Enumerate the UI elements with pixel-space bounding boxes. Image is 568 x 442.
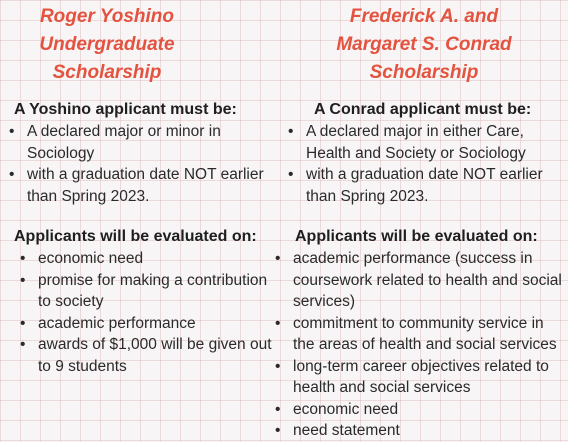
list-item: • academic performance (38, 313, 278, 335)
yoshino-column (0, 0, 284, 426)
conrad-evaluation-heading: Applicants will be evaluated on: (295, 228, 538, 245)
conrad-title-line: Scholarship (369, 62, 479, 83)
list-item: • promise for making a contribution to society (38, 270, 278, 313)
list-item: • with a graduation date NOT earlier than Spring 2023. (306, 164, 568, 207)
list-item: • need statement (293, 420, 568, 442)
conrad-column (284, 0, 568, 439)
conrad-title (282, 3, 566, 87)
yoshino-title-line: Undergraduate (39, 34, 175, 55)
list-item: • long-term career objectives related to health and social services (293, 356, 568, 399)
list-item: • economic need (38, 248, 278, 270)
list-item: • awards of $1,000 will be given out to 9 students (38, 334, 278, 377)
conrad-requirements-heading: A Conrad applicant must be: (314, 101, 532, 118)
yoshino-title (0, 3, 249, 87)
yoshino-title-line: Scholarship (52, 62, 162, 83)
yoshino-title-line: Roger Yoshino (39, 6, 175, 27)
list-item: • A declared major in either Care, Health and Society or Sociology (306, 121, 568, 164)
conrad-title-line: Margaret S. Conrad (336, 34, 512, 55)
list-item: • A declared major or minor in Sociology (27, 121, 267, 164)
conrad-evaluation-list (293, 248, 568, 442)
yoshino-requirements-heading: A Yoshino applicant must be: (14, 101, 237, 118)
list-item: • academic performance (success in coursework related to health and social services) (293, 248, 568, 313)
list-item: • economic need (293, 399, 568, 421)
list-item: • with a graduation date NOT earlier than Spring 2023. (27, 164, 267, 207)
yoshino-requirements-list (27, 121, 267, 207)
yoshino-evaluation-list (38, 248, 278, 377)
conrad-requirements-list (306, 121, 568, 207)
yoshino-evaluation-heading: Applicants will be evaluated on: (14, 228, 257, 245)
conrad-title-line: Frederick A. and (349, 6, 499, 27)
list-item: • commitment to community service in the areas of health and social services (293, 313, 568, 356)
